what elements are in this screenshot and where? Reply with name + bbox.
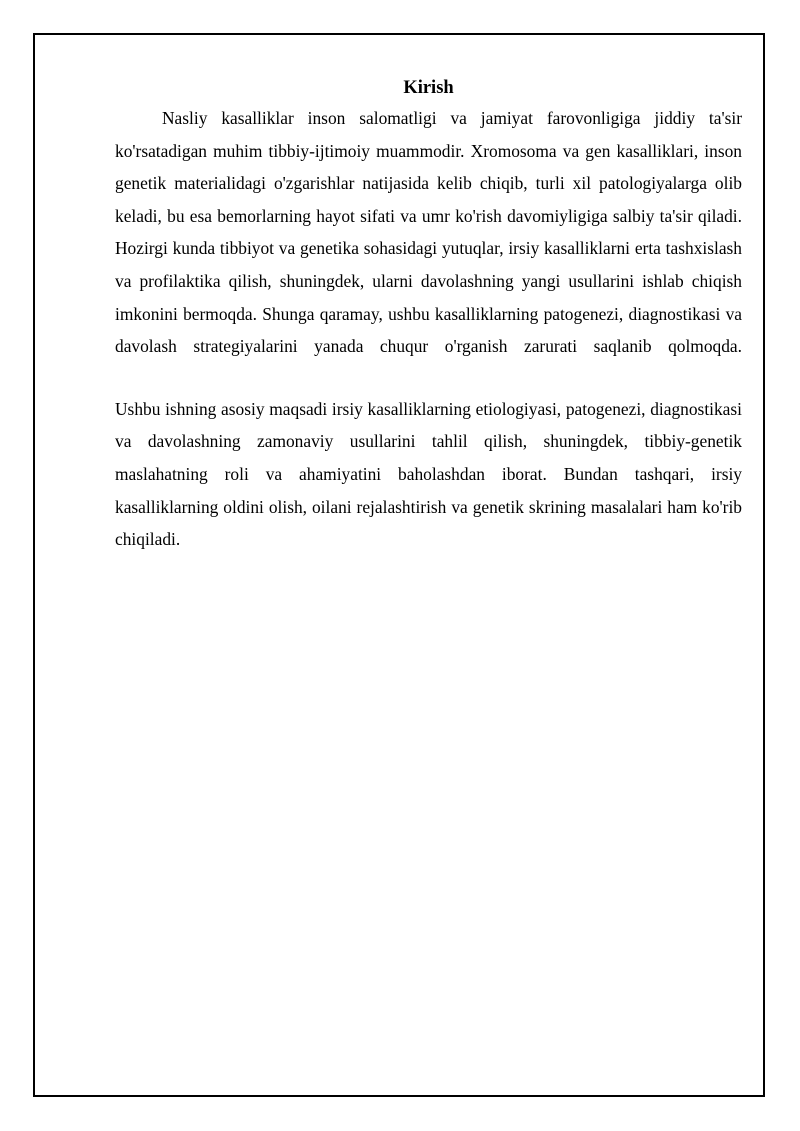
- section-title: Kirish: [403, 78, 454, 98]
- aim-paragraph: Ushbu ishning asosiy maqsadi irsiy kasalliklarning etiologiyasi, patogenezi, diagnostikasi va davolashning zamonaviy usullarini tahlil qilish, shuningdek, tibbiy-genetik maslahatning roli va ahamiyatini baholashdan iborat. Bundan tashqari, irsiy kasalliklarning oldini olish, oilani rejalashtirish va genetik skrining masalalari ham ko'rib chiqiladi.: [115, 398, 742, 550]
- intro-paragraph: Nasliy kasalliklar inson salomatligi va jamiyat farovonligiga jiddiy ta'sir ko'rsatadigan muhim tibbiy-ijtimoiy muammodir. Xromosoma va gen kasalliklari, inson genetik materialidagi o'zgarishlar natijasida kelib chiqib, turli xil patologiyalarga olib keladi, bu esa bemorlarning hayot sifati va umr ko'rish davomiyligiga salbiy ta'sir qiladi. Hozirgi kunda tibbiyot va genetika sohasidagi yutuqlar, irsiy kasalliklarni erta tashxislash va profilaktika qilish, shuningdek, ularni davolashning yangi usullarini ishlab chiqish imkonini bermoqda. Shunga qaramay, ushbu kasalliklarning patogenezi, diagnostikasi va davolash strategiyalarini yanada chuqur o'rganish zarurati saqlanib qolmoqda.: [115, 108, 742, 357]
- paragraph-gap: [115, 363, 742, 393]
- document-body: [115, 74, 742, 556]
